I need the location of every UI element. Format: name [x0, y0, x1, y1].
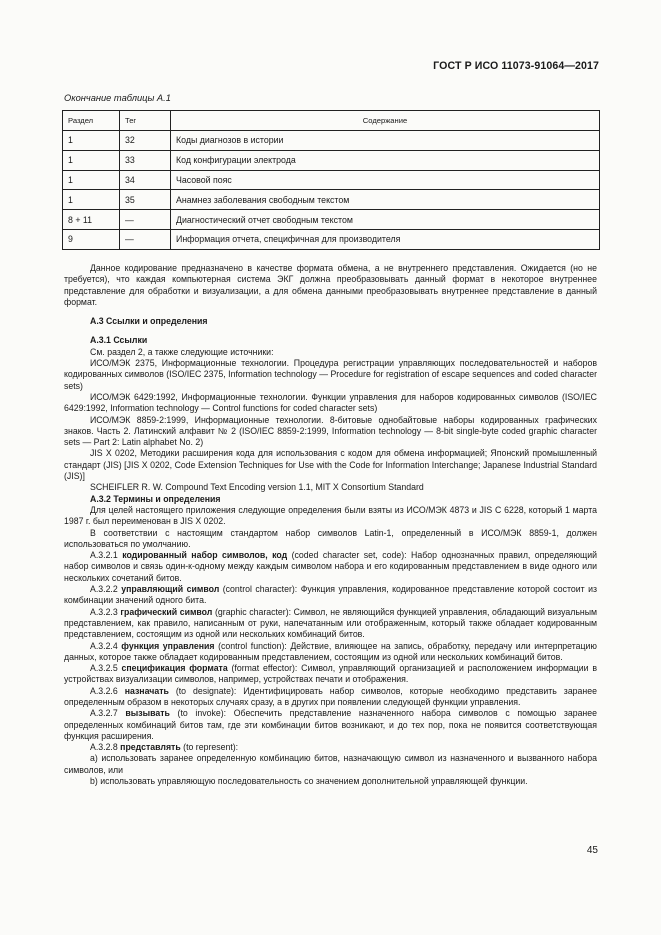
definition-term: графический символ: [120, 606, 213, 617]
page-number: 45: [586, 845, 598, 856]
table-cell: 8 + 11: [63, 210, 120, 230]
table-cell: 1: [63, 131, 120, 151]
document-code-header: ГОСТ Р ИСО 11073-91064—2017: [433, 60, 599, 72]
definition-number: А.3.2.6: [90, 685, 118, 696]
definition-number: А.3.2.4: [90, 640, 118, 651]
table-row: [63, 210, 600, 230]
definition-number: А.3.2.7: [90, 708, 118, 719]
definition-number: А.3.2.1: [90, 550, 118, 561]
table-cell: 32: [120, 131, 171, 151]
table-cell: Код конфигурации электрода: [171, 150, 600, 170]
table-cell: 1: [63, 190, 120, 210]
table-row: [63, 131, 600, 151]
definition-term: управляющий символ: [121, 584, 220, 595]
definition-text: (format effector): Символ, управляющий организацией и расположением информации в устройствах визуализации символов, например, устройствах печати и отображения.: [64, 663, 597, 685]
definition-text: (to represent):: [183, 742, 239, 753]
table-cell: Коды диагнозов в истории: [171, 131, 600, 151]
table-cell: 9: [63, 229, 120, 249]
definition-number: А.3.2.3: [90, 606, 118, 617]
definition-text: (coded character set, code): Набор однозначных правил, определяющий набор символов и связь один-к-одному между каждым символом набора и его кодированным представлением в виде одного или нескольких сочетаний битов.: [64, 550, 598, 583]
references-intro: См. раздел 2, а также следующие источники:: [90, 346, 274, 357]
definition-number: А.3.2.5: [90, 663, 118, 674]
table-row: [63, 150, 600, 170]
document-body: [64, 263, 597, 787]
definition-term: спецификация формата: [121, 663, 228, 674]
definition-item: [64, 686, 597, 709]
table-header-row: [63, 111, 600, 131]
reference-item: ИСО/МЭК 6429:1992, Информационные технологии. Функции управления для наборов кодированных символов (ISO/IEC 6429:1992, Information technology — Control functions for coded character sets): [64, 391, 597, 414]
definition-number: А.3.2.2: [90, 584, 118, 595]
definitions-intro: В соответствии с настоящим стандартом набор символов Latin-1, определенный в ИСО/МЭК 8859-1, должен использоваться по умолчанию.: [64, 527, 597, 549]
definition-term: вызывать: [125, 708, 170, 719]
table-row: [63, 190, 600, 210]
table-cell: 1: [63, 150, 120, 170]
section-heading-a31: А.3.1 Ссылки: [90, 335, 148, 346]
definition-number: А.3.2.8: [90, 742, 118, 753]
definition-text: (to invoke): Обеспечить представление назначенного набора символов с помощью заранее определенных комбинаций битов там, где эти комбинации битов возникают, и до тех пор, пока не появится соответствующая функция расширения.: [64, 708, 598, 741]
table-cell: Диагностический отчет свободным текстом: [171, 210, 600, 230]
column-header-tag: Тег: [120, 111, 171, 131]
definition-term: представлять: [120, 742, 181, 753]
section-heading-a3: А.3 Ссылки и определения: [90, 316, 208, 327]
definition-item: [64, 607, 597, 641]
definition-text: (to designate): Идентифицировать набор символов, которые необходимо представить заранее определенным образом в некоторых случаях сразу, а в других при появлении следующей функции управления.: [64, 685, 597, 707]
column-header-section: Раздел: [63, 111, 120, 131]
definition-text: (graphic character): Символ, не являющийся функцией управления, обладающий визуальным представлением, как правило, написанным от руки, напечатанным или отображенным, который также обладает кодированным представлением, состоящим из одной или нескольких комбинаций битов.: [64, 606, 598, 640]
table-row: [63, 229, 600, 249]
table-cell: Часовой пояс: [171, 170, 600, 190]
definition-subitem: b) использовать управляющую последовательность со значением дополнительной управляющей функции.: [90, 776, 528, 787]
table-cell: 34: [120, 170, 171, 190]
reference-item: ИСО/МЭК 2375, Информационные технологии. Процедура регистрации управляющих последовательностей и наборов кодированных символов (ISO/IEC 2375, Information technology — Procedure for registration of escape sequences and coded character sets): [64, 358, 597, 391]
section-heading-a32: А.3.2 Термины и определения: [90, 493, 221, 504]
definition-subitem: a) использовать заранее определенную комбинацию битов, назначающую символ из назначенного и вызванного набора символов, или: [64, 753, 597, 775]
table-cell: —: [120, 210, 171, 230]
reference-item: JIS X 0202, Методики расширения кода для использования с кодом для обмена информацией; Японский промышленный стандарт (JIS) [JIS X 0202, Code Extension Techniques for Use with the Code for Information Interchange; Japanese Industrial Standard (JIS)]: [64, 448, 597, 482]
definition-term: кодированный набор символов, код: [122, 550, 288, 561]
definition-text: (control character): Функция управления, кодированное представление которой состоит из комбинации значений одного бита.: [64, 584, 597, 606]
table-cell: 35: [120, 190, 171, 210]
table-cell: Информация отчета, специфичная для производителя: [171, 229, 600, 249]
table-cell: Анамнез заболевания свободным текстом: [171, 190, 600, 210]
definition-term: функция управления: [121, 640, 215, 651]
definition-item: [64, 708, 597, 742]
definition-item: [64, 584, 597, 607]
reference-item: SCHEIFLER R. W. Compound Text Encoding version 1.1, MIT X Consortium Standard: [90, 482, 424, 493]
definition-item: [64, 742, 597, 753]
definition-item: [64, 663, 597, 686]
table-a1: [62, 110, 600, 250]
table-cell: 33: [120, 150, 171, 170]
table-row: [63, 170, 600, 190]
definitions-intro: Для целей настоящего приложения следующие определения были взяты из ИСО/МЭК 4873 и JIS C 6228, который 1 марта 1987 г. был переименован в JIS X 0202.: [64, 504, 597, 527]
definition-item: [64, 550, 597, 584]
reference-item: ИСО/МЭК 8859-2:1999, Информационные технологии. 8-битовые однобайтовые наборы кодированных графических знаков. Часть 2. Латинский алфавит № 2 (ISO/IEC 8859-2:1999, Information technology — 8-bit single-byte coded graphic character sets — Part 2: Latin alphabet No. 2): [64, 414, 597, 448]
definition-term: назначать: [124, 685, 169, 696]
table-cell: 1: [63, 170, 120, 190]
table-caption: Окончание таблицы А.1: [64, 93, 171, 103]
definition-item: [64, 641, 597, 664]
column-header-content: Содержание: [171, 111, 600, 131]
definition-text: (control function): Действие, влияющее на запись, обработку, передачу или интерпретацию данных, которое также обладает кодированным представлением, состоящим из одной или нескольких комбинаций битов.: [64, 640, 597, 662]
table-cell: —: [120, 229, 171, 249]
paragraph-encoding-purpose: Данное кодирование предназначено в качестве формата обмена, а не внутреннего представления. Ожидается (но не требуется), что каждая компьютерная система ЭКГ должна преобразовывать данный формат в некоторое внутреннее представление для обработки и визуализации, а для обмена данными преобразовывать внутреннее представление в данный формат.: [64, 263, 597, 307]
